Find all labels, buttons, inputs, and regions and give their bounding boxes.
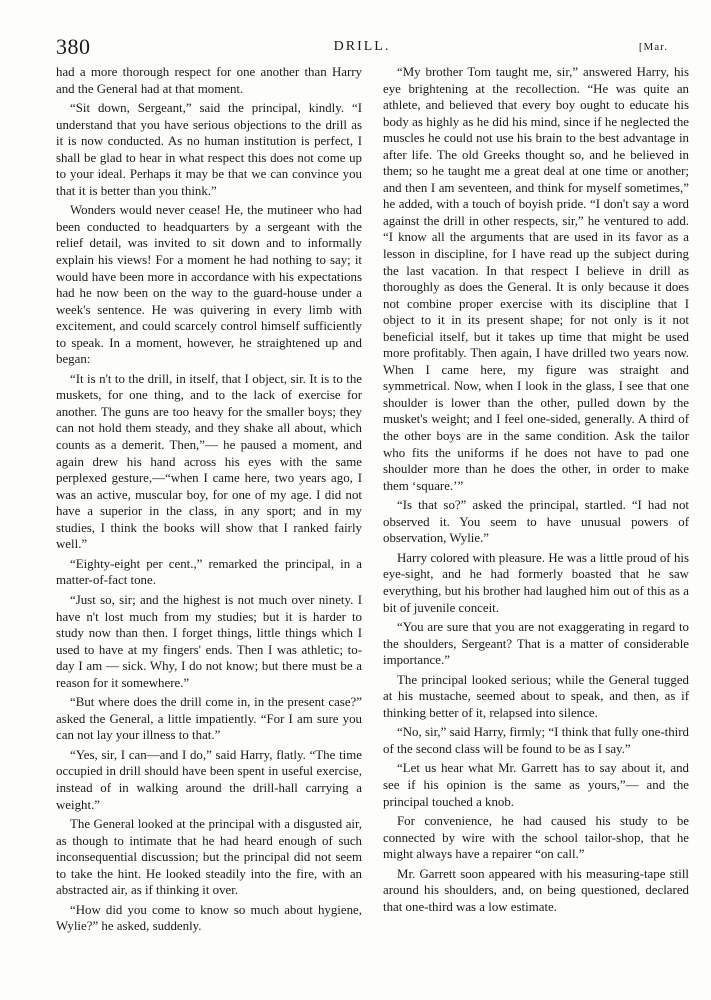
paragraph: Harry colored with pleasure. He was a little proud of his eye-sight, and he had formerly boasted that he saw everything, but his brother had laughed him out of this as a bit of juvenile conceit.: [383, 550, 689, 615]
paragraph: “No, sir,” said Harry, firmly; “I think that fully one-third of the second class will be found to be as I say.”: [383, 725, 689, 756]
paragraph: Wonders would never cease! He, the mutineer who had been conducted to headquarters by a sergeant with the relief detail, was invited to sit down and to informally explain his views! For a moment he had nothing to say; it would have been more in accordance with his expectations had he now been on the way to the guard-house under a week's sentence. He was quivering in every limb with excitement, and could scarcely control himself sufficiently to speak. In a moment, however, he straightened up and began:: [56, 203, 362, 367]
paragraph: The General looked at the principal with a disgusted air, as though to intimate that he had heard enough of such inconsequential discussion; but the principal did not seem to take the hint. He looked steadily into the fire, with an abstracted air, as if thinking it over.: [56, 817, 362, 898]
running-head-title: DRILL.: [333, 39, 391, 54]
paragraph: “Is that so?” asked the principal, startled. “I had not observed it. You seem to have unusual powers of observation, Wylie.”: [383, 498, 689, 546]
paragraph: “Yes, sir, I can—and I do,” said Harry, flatly. “The time occupied in drill should have been spent in useful exercise, instead of in walking around the drill-hall carrying a weight.”: [56, 747, 362, 812]
paragraph: “Let us hear what Mr. Garrett has to say about it, and see if his opinion is the same as yours,”— and the principal touched a knob.: [383, 761, 689, 809]
page-header: [56, 34, 668, 64]
paragraph: The principal looked serious; while the General tugged at his mustache, seemed about to speak, and then, as if thinking better of it, relapsed into silence.: [383, 672, 689, 720]
left-text-column: [56, 64, 362, 938]
paragraph: “It is n't to the drill, in itself, that I object, sir. It is to the muskets, for one thing, and to the lack of exercise for another. The guns are too heavy for the smaller boys; they can not hold them steady, and they shake all about, which counts as a demerit. Then,”— he paused a moment, and again drew his hand across his eyes with the same perplexed gesture,—“when I came here, two years ago, I was an active, muscular boy, for one of my age. I did not have a superior in the class, in any sport; and in my studies, I think the books will show that I ranked fairly well.”: [56, 371, 362, 552]
right-text-column: [383, 64, 689, 918]
page-number: 380: [56, 34, 91, 59]
running-head-month: [Mar.: [638, 41, 668, 53]
paragraph: Mr. Garrett soon appeared with his measuring-tape still around his shoulders, and, on being questioned, declared that one-third was a low estimate.: [383, 866, 689, 914]
paragraph: “My brother Tom taught me, sir,” answered Harry, his eye brightening at the recollection. “He was quite an athlete, and believed that every boy ought to educate his body as highly as he did his mind, since if he neglected the muscles he could not use his brain to the best advantage in after life. The old Greeks thought so, and he believed in them; so he taught me a great deal at one time or another; and then I am seventeen, and think for myself sometimes,” he added, with a touch of boyish pride. “I don't say a word against the drill in other respects, sir,” he ventured to add. “I know all the arguments that are used in its favor as a lesson in discipline, for I have read up the subject during the last vacation. In that respect I believe in drill as thoroughly as does the General. It is only because it does not combine proper exercise with its discipline that I object to it in its present shape; for not only is it not beneficial itself, but it takes up time that might be used more profitably. Then again, I have drilled two years now. When I came here, my figure was straight and symmetrical. Now, when I look in the glass, I see that one shoulder is lower than the other, pulled down by the musket's weight; and I feel one-sided, generally. A third of the other boys are in the same condition. Ask the tailor who fits the uniforms if he does not have to pad one shoulder more than he does the other, in order to make them ‘square.’”: [383, 65, 689, 493]
paragraph: “Sit down, Sergeant,” said the principal, kindly. “I understand that you have serious objections to the drill as it is now conducted. As no human institution is perfect, I shall be glad to hear in what respect this does not come up to your ideal. Perhaps it may be that we can convince you that it is better than you think.”: [56, 101, 362, 198]
paragraph: “Eighty-eight per cent.,” remarked the principal, in a matter-of-fact tone.: [56, 556, 362, 588]
paragraph: “How did you come to know so much about hygiene, Wylie?” he asked, suddenly.: [56, 902, 362, 934]
paragraph: “Just so, sir; and the highest is not much over ninety. I have n't lost much from my studies; but it is harder to study now than then. I forget things, little things which I used to have at my fingers' ends. Then I was athletic; to-day I am — sick. Why, I do not know; but there must be a reason for it somewhere.”: [56, 592, 362, 690]
paragraph: “But where does the drill come in, in the present case?” asked the General, a little impatiently. “For I am sure you can not lay your illness to that.”: [56, 695, 362, 743]
paragraph: had a more thorough respect for one another than Harry and the General had at that moment.: [56, 65, 362, 96]
paragraph: “You are sure that you are not exaggerating in regard to the shoulders, Sergeant? That is a matter of considerable importance.”: [383, 620, 689, 668]
paragraph: For convenience, he had caused his study to be connected by wire with the school tailor-shop, that he might always have a repairer “on call.”: [383, 814, 689, 862]
